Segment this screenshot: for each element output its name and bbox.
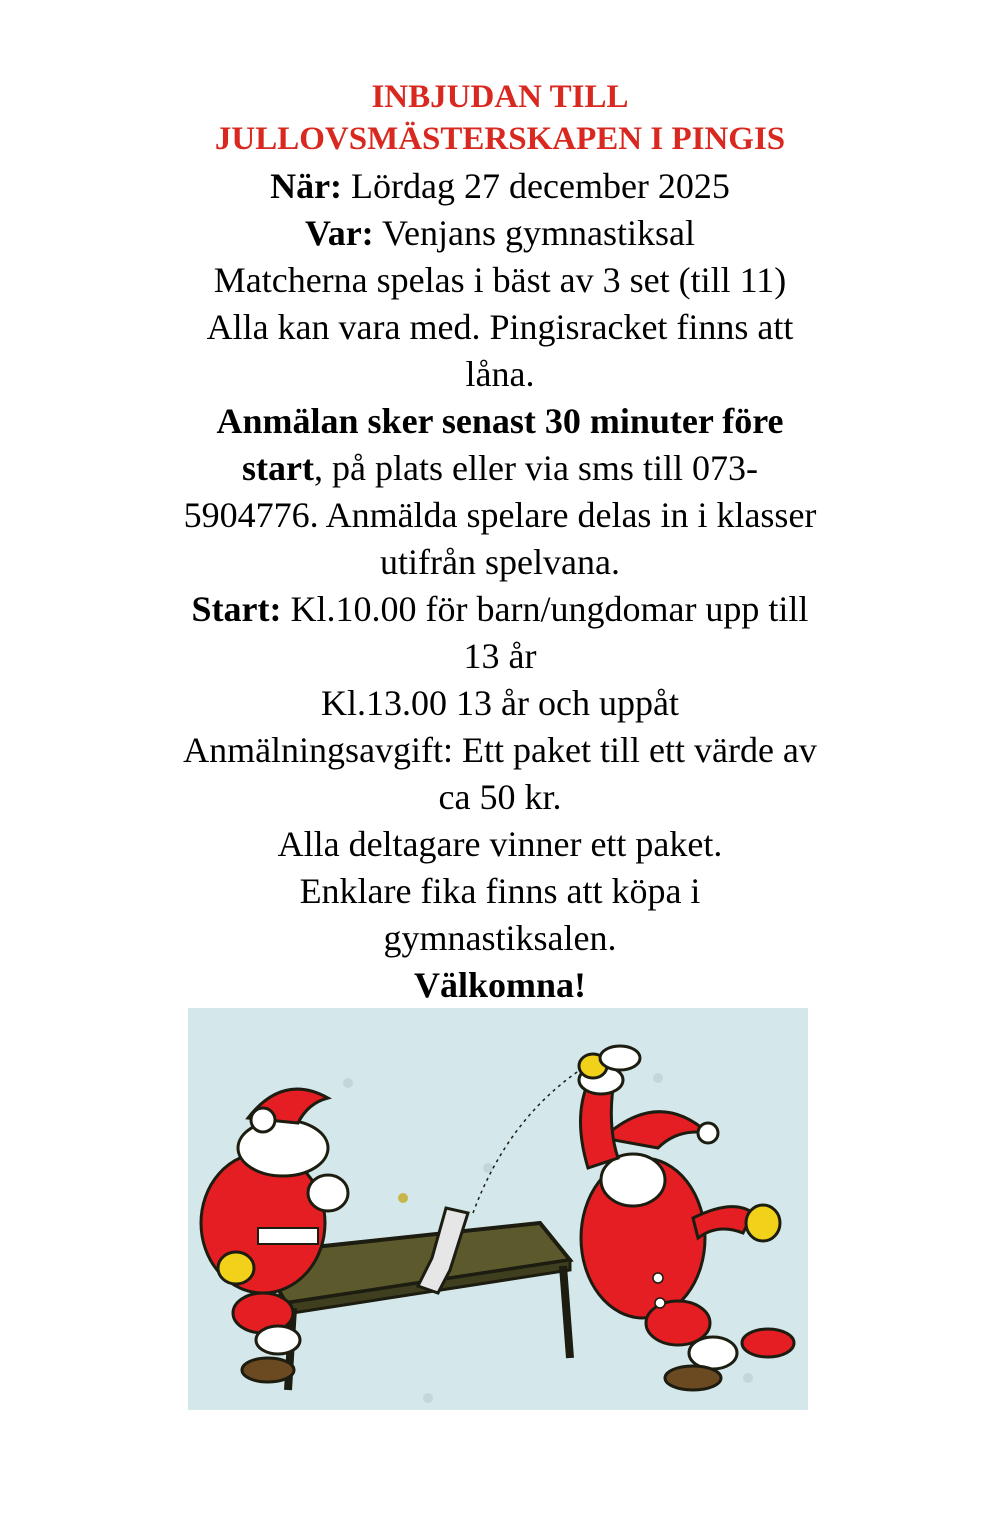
where-label: Var:	[305, 213, 374, 253]
open-line-2: låna.	[465, 354, 535, 394]
start-label: Start:	[191, 589, 282, 629]
start-line-3: Kl.13.00 13 år och uppåt	[321, 683, 679, 723]
fee-line-2: ca 50 kr.	[438, 777, 562, 817]
registration-line-3: 5904776. Anmälda spelare delas in i klasser	[183, 495, 817, 535]
welcome-line: Välkomna!	[413, 965, 587, 1005]
registration-line-1: Anmälan sker senast 30 minuter före	[216, 401, 784, 441]
start-line-2: 13 år	[463, 636, 537, 676]
prize-line: Alla deltagare vinner ett paket.	[277, 824, 723, 864]
title-line-2: JULLOVSMÄSTERSKAPEN I PINGIS	[214, 121, 786, 157]
start-line-1	[0, 585, 1000, 633]
where-value: Venjans gymnastiksal	[382, 213, 695, 253]
title-line-1: INBJUDAN TILL	[371, 79, 629, 115]
format-line: Matcherna spelas i bäst av 3 set (till 11)	[213, 260, 787, 300]
registration-line-4: utifrån spelvana.	[380, 542, 620, 582]
fika-line-1: Enklare fika finns att köpa i	[299, 871, 701, 911]
registration-rest: , på plats eller via sms till 073-	[314, 448, 758, 488]
fee-line-1: Anmälningsavgift: Ett paket till ett värde av	[183, 730, 817, 770]
registration-start-word: start	[242, 448, 315, 488]
where-line	[0, 209, 1000, 257]
santa-pingpong-illustration	[188, 1008, 808, 1418]
fika-line-2: gymnastiksalen.	[383, 918, 617, 958]
start-value-1: Kl.10.00 för barn/ungdomar upp till	[290, 589, 809, 629]
santa-pingpong-drawing	[188, 1008, 808, 1418]
when-value: Lördag 27 december 2025	[351, 166, 730, 206]
open-line-1: Alla kan vara med. Pingisracket finns att	[206, 307, 794, 347]
when-line	[0, 162, 1000, 210]
registration-line-2	[0, 444, 1000, 492]
when-label: När:	[270, 166, 343, 206]
